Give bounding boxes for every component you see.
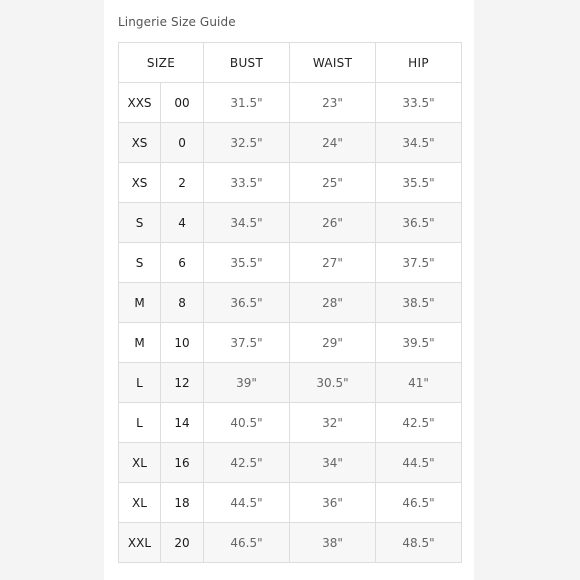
cell-hip: 35.5" xyxy=(376,163,462,203)
cell-size-number: 0 xyxy=(161,123,204,163)
cell-size-letter: L xyxy=(119,363,161,403)
cell-waist: 32" xyxy=(290,403,376,443)
cell-hip: 44.5" xyxy=(376,443,462,483)
header-hip: HIP xyxy=(376,43,462,83)
cell-size-letter: S xyxy=(119,243,161,283)
cell-waist: 28" xyxy=(290,283,376,323)
table-row xyxy=(119,363,462,403)
cell-size-number: 4 xyxy=(161,203,204,243)
cell-waist: 25" xyxy=(290,163,376,203)
cell-bust: 35.5" xyxy=(204,243,290,283)
cell-waist: 30.5" xyxy=(290,363,376,403)
cell-size-number: 12 xyxy=(161,363,204,403)
cell-size-letter: XS xyxy=(119,123,161,163)
cell-size-letter: L xyxy=(119,403,161,443)
cell-waist: 34" xyxy=(290,443,376,483)
size-guide-table xyxy=(118,42,462,563)
cell-hip: 42.5" xyxy=(376,403,462,443)
table-row xyxy=(119,163,462,203)
table-header-row xyxy=(119,43,462,83)
cell-size-number: 8 xyxy=(161,283,204,323)
cell-hip: 46.5" xyxy=(376,483,462,523)
cell-waist: 27" xyxy=(290,243,376,283)
table-row xyxy=(119,203,462,243)
cell-bust: 31.5" xyxy=(204,83,290,123)
cell-bust: 37.5" xyxy=(204,323,290,363)
cell-hip: 34.5" xyxy=(376,123,462,163)
cell-size-letter: XL xyxy=(119,443,161,483)
cell-bust: 40.5" xyxy=(204,403,290,443)
cell-waist: 23" xyxy=(290,83,376,123)
cell-size-number: 14 xyxy=(161,403,204,443)
header-waist: WAIST xyxy=(290,43,376,83)
cell-hip: 48.5" xyxy=(376,523,462,563)
cell-size-number: 16 xyxy=(161,443,204,483)
cell-size-number: 00 xyxy=(161,83,204,123)
cell-bust: 36.5" xyxy=(204,283,290,323)
cell-size-number: 2 xyxy=(161,163,204,203)
cell-waist: 26" xyxy=(290,203,376,243)
page-title: Lingerie Size Guide xyxy=(118,15,236,29)
header-size: SIZE xyxy=(119,43,204,83)
cell-size-number: 6 xyxy=(161,243,204,283)
cell-bust: 46.5" xyxy=(204,523,290,563)
table-row xyxy=(119,243,462,283)
cell-waist: 24" xyxy=(290,123,376,163)
cell-size-number: 20 xyxy=(161,523,204,563)
cell-size-number: 18 xyxy=(161,483,204,523)
table-row xyxy=(119,443,462,483)
table-row xyxy=(119,83,462,123)
cell-waist: 38" xyxy=(290,523,376,563)
table-row xyxy=(119,323,462,363)
cell-size-letter: XL xyxy=(119,483,161,523)
cell-bust: 39" xyxy=(204,363,290,403)
header-bust: BUST xyxy=(204,43,290,83)
cell-bust: 34.5" xyxy=(204,203,290,243)
cell-hip: 41" xyxy=(376,363,462,403)
cell-size-letter: S xyxy=(119,203,161,243)
table-row xyxy=(119,483,462,523)
cell-size-number: 10 xyxy=(161,323,204,363)
table-row xyxy=(119,283,462,323)
cell-waist: 36" xyxy=(290,483,376,523)
cell-waist: 29" xyxy=(290,323,376,363)
cell-size-letter: M xyxy=(119,323,161,363)
cell-hip: 36.5" xyxy=(376,203,462,243)
cell-hip: 38.5" xyxy=(376,283,462,323)
cell-bust: 44.5" xyxy=(204,483,290,523)
cell-size-letter: XXS xyxy=(119,83,161,123)
cell-hip: 33.5" xyxy=(376,83,462,123)
cell-bust: 32.5" xyxy=(204,123,290,163)
cell-hip: 37.5" xyxy=(376,243,462,283)
cell-bust: 33.5" xyxy=(204,163,290,203)
table-row xyxy=(119,403,462,443)
cell-size-letter: XS xyxy=(119,163,161,203)
table-row xyxy=(119,123,462,163)
cell-size-letter: XXL xyxy=(119,523,161,563)
cell-hip: 39.5" xyxy=(376,323,462,363)
cell-bust: 42.5" xyxy=(204,443,290,483)
cell-size-letter: M xyxy=(119,283,161,323)
table-row xyxy=(119,523,462,563)
